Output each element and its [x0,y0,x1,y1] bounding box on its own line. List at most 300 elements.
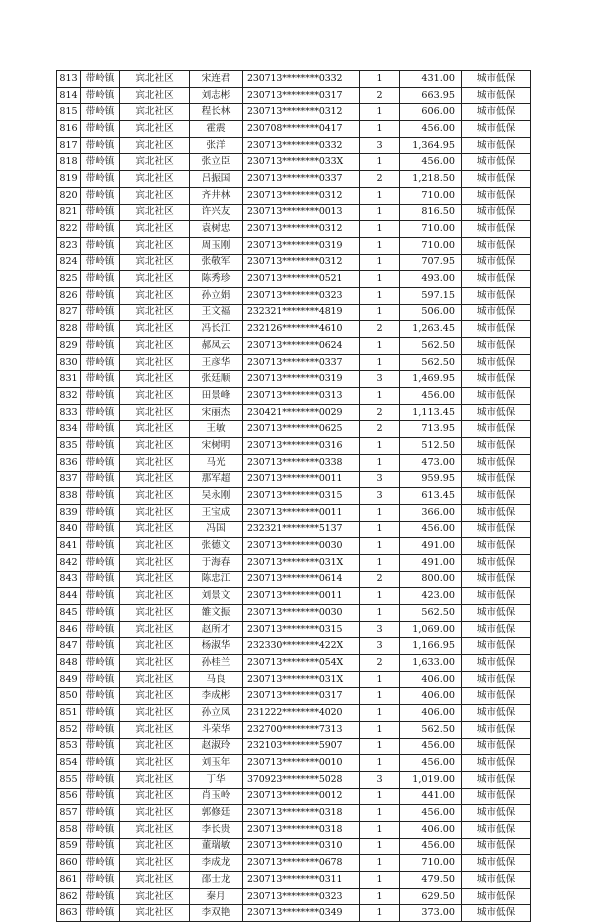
cell-amount: 1,364.95 [400,137,462,154]
cell-row-number: 835 [57,438,81,455]
cell-category: 城市低保 [462,771,531,788]
cell-community: 宾北社区 [120,171,190,188]
cell-household-size: 2 [360,321,400,338]
table-row [57,588,531,605]
cell-household-size: 1 [360,454,400,471]
cell-id-number: 230713********0678 [243,855,360,872]
cell-category: 城市低保 [462,454,531,471]
cell-community: 宾北社区 [120,187,190,204]
cell-community: 宾北社区 [120,421,190,438]
cell-row-number: 828 [57,321,81,338]
table-row [57,605,531,622]
cell-id-number: 230713********0030 [243,605,360,622]
cell-category: 城市低保 [462,638,531,655]
cell-category: 城市低保 [462,888,531,905]
cell-category: 城市低保 [462,755,531,772]
cell-name: 秦月 [190,888,243,905]
cell-household-size: 1 [360,688,400,705]
cell-town: 带岭镇 [81,321,120,338]
cell-name: 张敬军 [190,254,243,271]
cell-name: 斗荣华 [190,721,243,738]
cell-household-size: 1 [360,538,400,555]
cell-id-number: 230713********0323 [243,287,360,304]
cell-household-size: 3 [360,638,400,655]
cell-community: 宾北社区 [120,638,190,655]
cell-category: 城市低保 [462,71,531,88]
cell-amount: 710.00 [400,237,462,254]
cell-household-size: 1 [360,354,400,371]
cell-row-number: 856 [57,788,81,805]
cell-row-number: 833 [57,404,81,421]
cell-row-number: 857 [57,805,81,822]
cell-id-number: 230713********0030 [243,538,360,555]
cell-household-size: 1 [360,104,400,121]
cell-name: 杨淑华 [190,638,243,655]
cell-id-number: 230713********0337 [243,171,360,188]
cell-community: 宾北社区 [120,755,190,772]
cell-town: 带岭镇 [81,671,120,688]
cell-community: 宾北社区 [120,137,190,154]
cell-town: 带岭镇 [81,221,120,238]
cell-id-number: 230713********0337 [243,354,360,371]
table-row [57,621,531,638]
cell-town: 带岭镇 [81,137,120,154]
cell-amount: 1,069.00 [400,621,462,638]
cell-community: 宾北社区 [120,71,190,88]
table-row [57,221,531,238]
cell-row-number: 848 [57,655,81,672]
cell-town: 带岭镇 [81,287,120,304]
cell-amount: 456.00 [400,521,462,538]
cell-town: 带岭镇 [81,204,120,221]
cell-household-size: 1 [360,721,400,738]
cell-amount: 1,113.45 [400,404,462,421]
cell-community: 宾北社区 [120,738,190,755]
cell-name: 陈秀珍 [190,271,243,288]
table-row [57,137,531,154]
cell-town: 带岭镇 [81,371,120,388]
cell-household-size: 1 [360,521,400,538]
cell-row-number: 847 [57,638,81,655]
cell-id-number: 230713********0625 [243,421,360,438]
cell-category: 城市低保 [462,705,531,722]
table-row [57,371,531,388]
table-row [57,154,531,171]
cell-household-size: 1 [360,805,400,822]
cell-id-number: 232321********4819 [243,304,360,321]
cell-name: 许兴友 [190,204,243,221]
cell-name: 王宝成 [190,504,243,521]
table-row [57,438,531,455]
cell-community: 宾北社区 [120,588,190,605]
cell-category: 城市低保 [462,855,531,872]
cell-id-number: 230713********0317 [243,688,360,705]
cell-household-size: 1 [360,187,400,204]
benefit-table [56,70,531,922]
cell-row-number: 842 [57,554,81,571]
cell-row-number: 839 [57,504,81,521]
cell-row-number: 818 [57,154,81,171]
cell-town: 带岭镇 [81,788,120,805]
cell-amount: 800.00 [400,571,462,588]
cell-id-number: 230713********0624 [243,338,360,355]
cell-town: 带岭镇 [81,538,120,555]
cell-category: 城市低保 [462,588,531,605]
cell-household-size: 1 [360,554,400,571]
cell-category: 城市低保 [462,287,531,304]
cell-household-size: 1 [360,388,400,405]
cell-row-number: 844 [57,588,81,605]
cell-community: 宾北社区 [120,605,190,622]
cell-row-number: 863 [57,905,81,922]
cell-category: 城市低保 [462,521,531,538]
cell-name: 刘景文 [190,588,243,605]
cell-household-size: 1 [360,872,400,889]
cell-household-size: 1 [360,821,400,838]
cell-amount: 597.15 [400,287,462,304]
cell-amount: 456.00 [400,388,462,405]
cell-town: 带岭镇 [81,271,120,288]
cell-community: 宾北社区 [120,204,190,221]
table-row [57,237,531,254]
cell-household-size: 1 [360,221,400,238]
cell-town: 带岭镇 [81,721,120,738]
cell-community: 宾北社区 [120,121,190,138]
cell-amount: 431.00 [400,71,462,88]
cell-amount: 606.00 [400,104,462,121]
cell-town: 带岭镇 [81,471,120,488]
cell-row-number: 840 [57,521,81,538]
cell-name: 马良 [190,671,243,688]
cell-name: 丁华 [190,771,243,788]
cell-community: 宾北社区 [120,905,190,922]
cell-amount: 710.00 [400,221,462,238]
cell-category: 城市低保 [462,104,531,121]
table-row [57,304,531,321]
cell-id-number: 230713********0315 [243,621,360,638]
cell-household-size: 2 [360,87,400,104]
cell-amount: 441.00 [400,788,462,805]
cell-category: 城市低保 [462,354,531,371]
cell-category: 城市低保 [462,404,531,421]
table-row [57,187,531,204]
cell-category: 城市低保 [462,187,531,204]
cell-community: 宾北社区 [120,521,190,538]
cell-household-size: 1 [360,855,400,872]
cell-amount: 373.00 [400,905,462,922]
cell-category: 城市低保 [462,271,531,288]
cell-row-number: 819 [57,171,81,188]
cell-town: 带岭镇 [81,605,120,622]
cell-id-number: 232103********5907 [243,738,360,755]
table-row [57,638,531,655]
cell-town: 带岭镇 [81,655,120,672]
cell-name: 田景峰 [190,388,243,405]
table-row [57,421,531,438]
cell-row-number: 824 [57,254,81,271]
cell-community: 宾北社区 [120,471,190,488]
table-row [57,71,531,88]
cell-category: 城市低保 [462,388,531,405]
cell-row-number: 851 [57,705,81,722]
cell-town: 带岭镇 [81,771,120,788]
cell-community: 宾北社区 [120,271,190,288]
cell-community: 宾北社区 [120,371,190,388]
cell-town: 带岭镇 [81,521,120,538]
cell-id-number: 230713********033X [243,154,360,171]
table-row [57,504,531,521]
table-row [57,821,531,838]
cell-category: 城市低保 [462,438,531,455]
cell-town: 带岭镇 [81,121,120,138]
cell-community: 宾北社区 [120,338,190,355]
cell-row-number: 829 [57,338,81,355]
cell-name: 郭修廷 [190,805,243,822]
cell-amount: 456.00 [400,755,462,772]
cell-id-number: 230713********0318 [243,805,360,822]
cell-name: 宋树明 [190,438,243,455]
cell-row-number: 821 [57,204,81,221]
table-row [57,554,531,571]
cell-amount: 629.50 [400,888,462,905]
cell-row-number: 815 [57,104,81,121]
cell-name: 孙立凤 [190,705,243,722]
cell-name: 张洋 [190,137,243,154]
cell-town: 带岭镇 [81,821,120,838]
cell-row-number: 827 [57,304,81,321]
cell-household-size: 1 [360,204,400,221]
cell-name: 齐井林 [190,187,243,204]
cell-row-number: 832 [57,388,81,405]
cell-name: 陈忠江 [190,571,243,588]
cell-name: 于海春 [190,554,243,571]
cell-town: 带岭镇 [81,755,120,772]
cell-amount: 423.00 [400,588,462,605]
cell-id-number: 230713********0315 [243,488,360,505]
cell-row-number: 854 [57,755,81,772]
cell-id-number: 232330********422X [243,638,360,655]
cell-town: 带岭镇 [81,588,120,605]
cell-row-number: 862 [57,888,81,905]
cell-row-number: 836 [57,454,81,471]
cell-name: 冯长江 [190,321,243,338]
cell-household-size: 3 [360,471,400,488]
cell-id-number: 370923********5028 [243,771,360,788]
cell-town: 带岭镇 [81,304,120,321]
cell-category: 城市低保 [462,671,531,688]
cell-community: 宾北社区 [120,621,190,638]
cell-row-number: 846 [57,621,81,638]
cell-category: 城市低保 [462,87,531,104]
cell-community: 宾北社区 [120,321,190,338]
cell-id-number: 230713********0338 [243,454,360,471]
cell-name: 王文福 [190,304,243,321]
cell-community: 宾北社区 [120,354,190,371]
cell-category: 城市低保 [462,738,531,755]
cell-town: 带岭镇 [81,705,120,722]
cell-amount: 406.00 [400,821,462,838]
cell-household-size: 1 [360,588,400,605]
cell-name: 袁树忠 [190,221,243,238]
cell-id-number: 230708********0417 [243,121,360,138]
cell-id-number: 230713********0332 [243,71,360,88]
cell-id-number: 230713********0318 [243,821,360,838]
cell-town: 带岭镇 [81,421,120,438]
cell-amount: 663.95 [400,87,462,104]
cell-name: 李双艳 [190,905,243,922]
table-body [57,71,531,922]
cell-community: 宾北社区 [120,655,190,672]
cell-town: 带岭镇 [81,171,120,188]
cell-amount: 1,019.00 [400,771,462,788]
table-row [57,571,531,588]
cell-category: 城市低保 [462,721,531,738]
cell-town: 带岭镇 [81,738,120,755]
cell-id-number: 230713********0521 [243,271,360,288]
cell-row-number: 813 [57,71,81,88]
cell-id-number: 230713********0317 [243,87,360,104]
cell-amount: 562.50 [400,721,462,738]
cell-id-number: 232126********4610 [243,321,360,338]
cell-row-number: 834 [57,421,81,438]
cell-id-number: 230713********0312 [243,221,360,238]
cell-community: 宾北社区 [120,705,190,722]
cell-category: 城市低保 [462,788,531,805]
cell-name: 李成彬 [190,688,243,705]
cell-category: 城市低保 [462,237,531,254]
cell-community: 宾北社区 [120,404,190,421]
cell-community: 宾北社区 [120,771,190,788]
cell-name: 李成龙 [190,855,243,872]
table-row [57,404,531,421]
cell-town: 带岭镇 [81,254,120,271]
cell-household-size: 1 [360,738,400,755]
cell-town: 带岭镇 [81,187,120,204]
cell-amount: 512.50 [400,438,462,455]
cell-id-number: 231222********4020 [243,705,360,722]
table-row [57,354,531,371]
cell-amount: 456.00 [400,838,462,855]
table-row [57,321,531,338]
cell-household-size: 1 [360,304,400,321]
cell-id-number: 230713********0010 [243,755,360,772]
cell-town: 带岭镇 [81,488,120,505]
cell-amount: 493.00 [400,271,462,288]
table-row [57,171,531,188]
cell-amount: 406.00 [400,688,462,705]
cell-row-number: 843 [57,571,81,588]
cell-category: 城市低保 [462,554,531,571]
cell-category: 城市低保 [462,371,531,388]
cell-amount: 406.00 [400,705,462,722]
cell-name: 宋连君 [190,71,243,88]
cell-category: 城市低保 [462,338,531,355]
cell-id-number: 230421********0029 [243,404,360,421]
table-row [57,705,531,722]
cell-household-size: 1 [360,788,400,805]
cell-town: 带岭镇 [81,354,120,371]
cell-amount: 456.00 [400,154,462,171]
cell-category: 城市低保 [462,538,531,555]
cell-household-size: 1 [360,237,400,254]
cell-household-size: 1 [360,671,400,688]
cell-town: 带岭镇 [81,905,120,922]
cell-amount: 1,263.45 [400,321,462,338]
cell-name: 赵所才 [190,621,243,638]
cell-amount: 562.50 [400,354,462,371]
cell-amount: 406.00 [400,671,462,688]
table-row [57,805,531,822]
cell-id-number: 230713********0012 [243,788,360,805]
cell-name: 周玉刚 [190,237,243,254]
cell-name: 程长林 [190,104,243,121]
cell-name: 吕振国 [190,171,243,188]
cell-row-number: 820 [57,187,81,204]
cell-amount: 479.50 [400,872,462,889]
cell-town: 带岭镇 [81,855,120,872]
cell-name: 刘玉年 [190,755,243,772]
cell-category: 城市低保 [462,421,531,438]
cell-town: 带岭镇 [81,638,120,655]
cell-name: 宋丽杰 [190,404,243,421]
cell-category: 城市低保 [462,838,531,855]
table-row [57,338,531,355]
cell-category: 城市低保 [462,905,531,922]
cell-id-number: 230713********0312 [243,104,360,121]
cell-name: 王敏 [190,421,243,438]
cell-row-number: 861 [57,872,81,889]
cell-row-number: 822 [57,221,81,238]
cell-row-number: 855 [57,771,81,788]
cell-household-size: 1 [360,287,400,304]
cell-household-size: 2 [360,571,400,588]
cell-household-size: 1 [360,438,400,455]
table-row [57,755,531,772]
cell-category: 城市低保 [462,605,531,622]
cell-amount: 1,218.50 [400,171,462,188]
cell-row-number: 838 [57,488,81,505]
cell-community: 宾北社区 [120,221,190,238]
cell-household-size: 2 [360,655,400,672]
cell-category: 城市低保 [462,154,531,171]
cell-category: 城市低保 [462,254,531,271]
cell-name: 邵士龙 [190,872,243,889]
cell-household-size: 1 [360,504,400,521]
cell-name: 肖玉岭 [190,788,243,805]
cell-community: 宾北社区 [120,504,190,521]
cell-name: 霍震 [190,121,243,138]
cell-town: 带岭镇 [81,388,120,405]
table-row [57,855,531,872]
cell-name: 张廷顺 [190,371,243,388]
cell-community: 宾北社区 [120,237,190,254]
table-row [57,872,531,889]
table-row [57,204,531,221]
cell-town: 带岭镇 [81,571,120,588]
cell-id-number: 230713********0614 [243,571,360,588]
cell-town: 带岭镇 [81,104,120,121]
cell-community: 宾北社区 [120,87,190,104]
cell-category: 城市低保 [462,221,531,238]
cell-household-size: 3 [360,137,400,154]
cell-amount: 491.00 [400,538,462,555]
cell-category: 城市低保 [462,621,531,638]
cell-amount: 562.50 [400,338,462,355]
cell-name: 张德文 [190,538,243,555]
cell-id-number: 230713********0312 [243,254,360,271]
cell-id-number: 230713********0319 [243,237,360,254]
cell-amount: 713.95 [400,421,462,438]
